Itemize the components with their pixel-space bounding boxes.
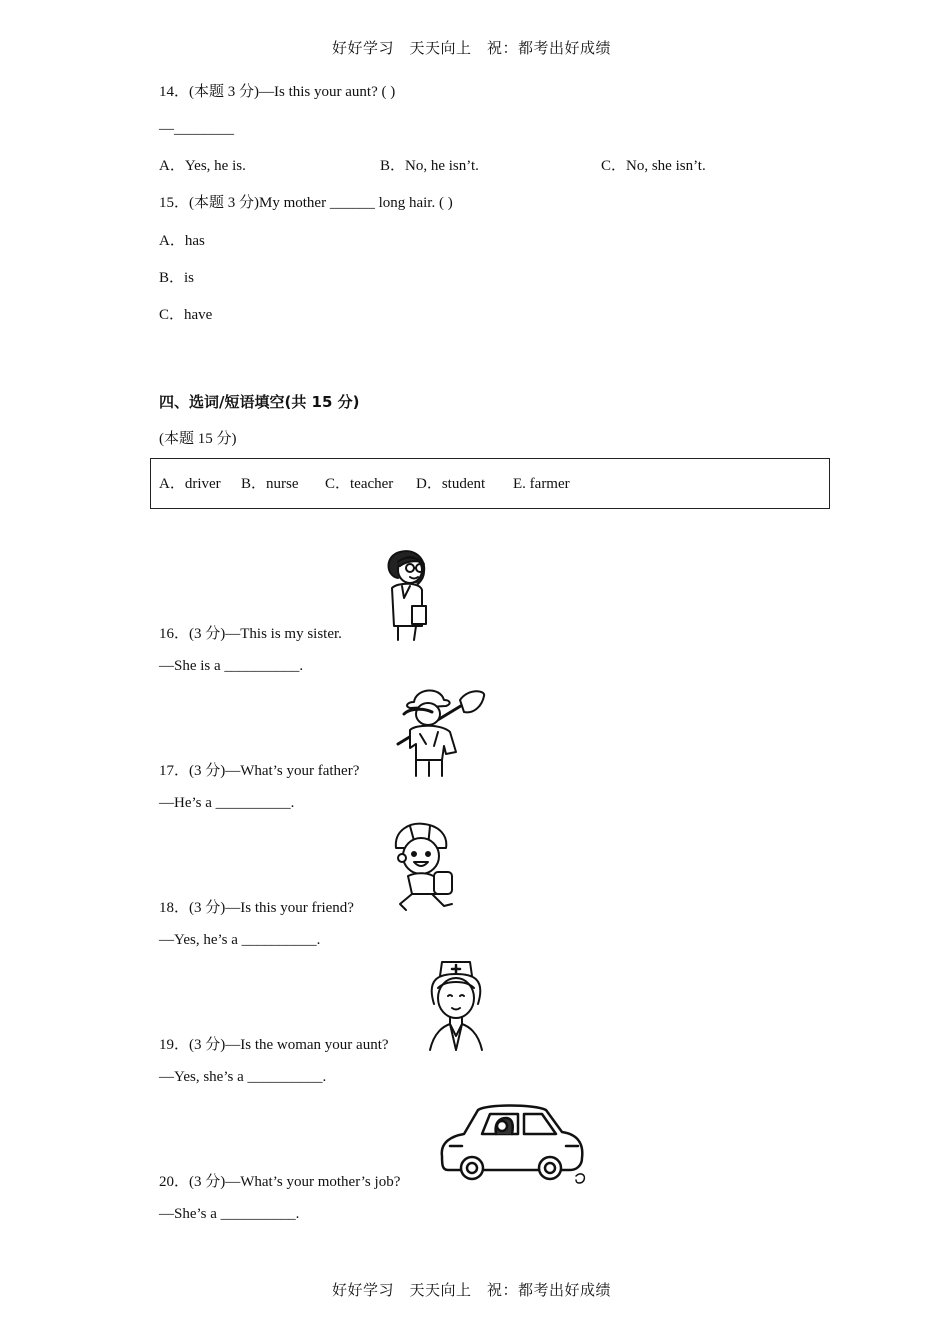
item19-question: 19．(3 分)—Is the woman your aunt?	[159, 1037, 389, 1053]
item17-question: 17．(3 分)—What’s your father?	[159, 763, 360, 779]
item16-question: 16．(3 分)—This is my sister.	[159, 626, 342, 642]
q14-option-a: A．Yes, he is.	[159, 158, 246, 174]
nurse-picture	[426, 958, 484, 1052]
item20-question: 20．(3 分)—What’s your mother’s job?	[159, 1174, 401, 1190]
q15-stem: 15．(本题 3 分)My mother ______ long hair. ( )	[159, 195, 453, 211]
word-bank-d: D．student	[416, 476, 486, 492]
q14-stem: 14．(本题 3 分)—Is this your aunt? ( )	[159, 84, 396, 100]
section4-title: 四、选词/短语填空(共 15 分)	[159, 393, 360, 411]
page-footer: 好好学习 天天向上 祝：都考出好成绩	[332, 1281, 612, 1299]
item16-answer: —She is a __________.	[159, 658, 304, 674]
page-header: 好好学习 天天向上 祝：都考出好成绩	[332, 39, 612, 57]
q15-option-a: A．has	[159, 233, 205, 249]
section4-score: (本题 15 分)	[159, 431, 237, 447]
item18-answer: —Yes, he’s a __________.	[159, 932, 321, 948]
q14-option-c: C．No, she isn’t.	[601, 158, 706, 174]
word-bank-b: B．nurse	[241, 476, 299, 492]
word-bank-e: E. farmer	[513, 476, 570, 492]
q15-option-c: C．have	[159, 307, 213, 323]
word-bank-a: A．driver	[159, 476, 221, 492]
driver-picture	[438, 1102, 588, 1188]
farmer-picture	[394, 686, 490, 778]
q14-answer-line: —________	[159, 121, 234, 137]
teacher-picture	[380, 548, 432, 642]
student-picture	[390, 822, 460, 914]
item19-answer: —Yes, she’s a __________.	[159, 1069, 327, 1085]
item17-answer: —He’s a __________.	[159, 795, 295, 811]
item18-question: 18．(3 分)—Is this your friend?	[159, 900, 354, 916]
q15-option-b: B．is	[159, 270, 195, 286]
q14-option-b: B．No, he isn’t.	[380, 158, 479, 174]
word-bank-c: C．teacher	[325, 476, 394, 492]
item20-answer: —She’s a __________.	[159, 1206, 300, 1222]
